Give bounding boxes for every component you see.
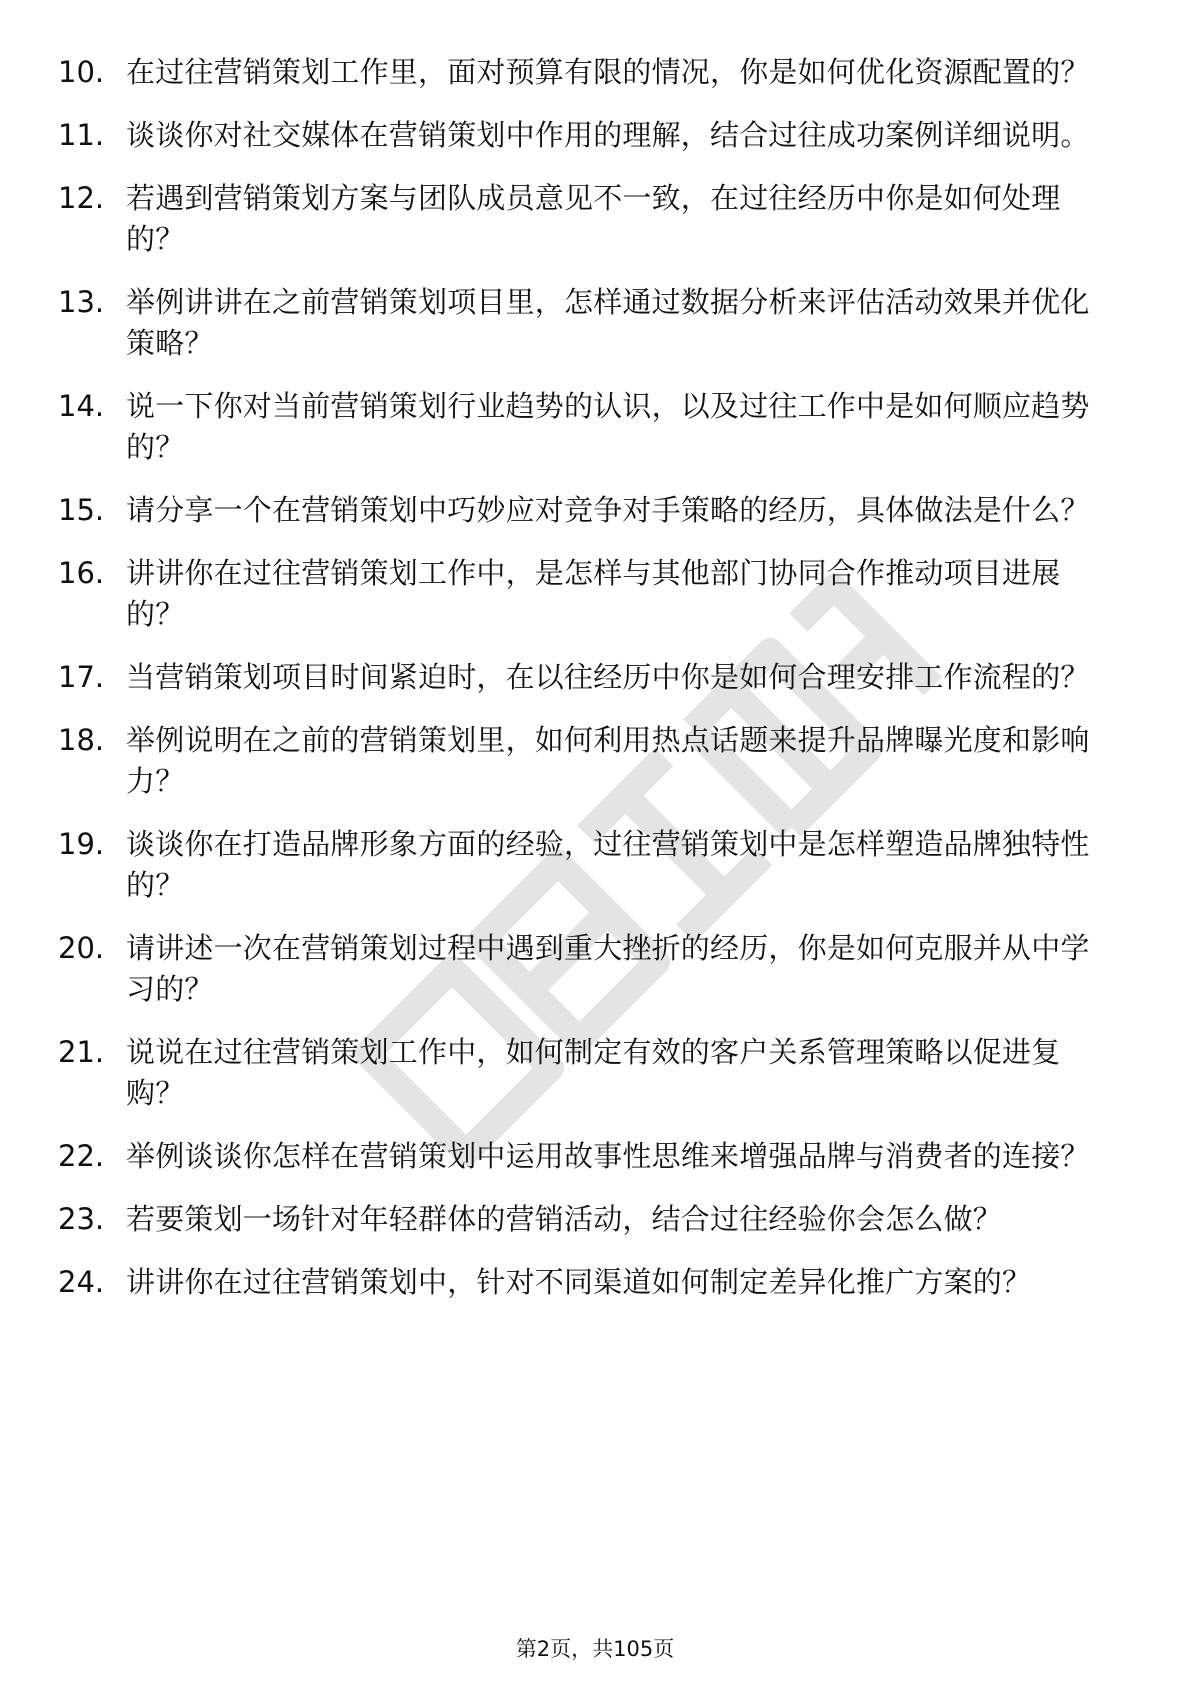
page-number-footer: 第2页，共105页 xyxy=(515,1637,675,1661)
question-text: 谈谈你对社交媒体在营销策划中作用的理解，结合过往成功案例详细说明。 xyxy=(126,118,1090,152)
question-text: 若遇到营销策划方案与团队成员意见不一致，在过往经历中你是如何处理的？ xyxy=(126,181,1061,256)
question-number: 10. xyxy=(58,55,105,89)
question-item xyxy=(58,52,1118,93)
question-number: 20. xyxy=(58,931,105,965)
question-text: 讲讲你在过往营销策划中，针对不同渠道如何制定差异化推广方案的？ xyxy=(126,1265,1032,1299)
question-item xyxy=(58,553,1118,635)
question-list xyxy=(58,52,1118,1325)
question-number: 11. xyxy=(58,118,105,152)
question-number: 19. xyxy=(58,827,105,861)
question-number: 18. xyxy=(58,723,105,757)
question-text: 在过往营销策划工作里，面对预算有限的情况，你是如何优化资源配置的？ xyxy=(126,55,1090,89)
question-item xyxy=(58,386,1118,468)
question-text: 当营销策划项目时间紧迫时，在以往经历中你是如何合理安排工作流程的？ xyxy=(126,660,1090,694)
question-item xyxy=(58,178,1118,260)
question-number: 14. xyxy=(58,389,105,423)
question-number: 12. xyxy=(58,181,105,215)
question-number: 13. xyxy=(58,285,105,319)
question-item xyxy=(58,282,1118,364)
question-item xyxy=(58,1199,1118,1240)
question-item xyxy=(58,115,1118,156)
question-number: 21. xyxy=(58,1035,105,1069)
question-number: 16. xyxy=(58,556,105,590)
question-text: 若要策划一场针对年轻群体的营销活动，结合过往经验你会怎么做？ xyxy=(126,1202,1003,1236)
question-item xyxy=(58,928,1118,1010)
question-number: 23. xyxy=(58,1202,105,1236)
question-item xyxy=(58,720,1118,802)
question-item xyxy=(58,657,1118,698)
question-item xyxy=(58,1032,1118,1114)
question-number: 17. xyxy=(58,660,105,694)
question-text: 举例说明在之前的营销策划里，如何利用热点话题来提升品牌曝光度和影响力？ xyxy=(126,723,1090,798)
question-text: 讲讲你在过往营销策划工作中，是怎样与其他部门协同合作推动项目进展的？ xyxy=(126,556,1061,631)
question-item xyxy=(58,490,1118,531)
question-number: 15. xyxy=(58,493,105,527)
question-text: 举例讲讲在之前营销策划项目里，怎样通过数据分析来评估活动效果并优化策略？ xyxy=(126,285,1090,360)
question-number: 24. xyxy=(58,1265,105,1299)
question-number: 22. xyxy=(58,1139,105,1173)
question-item xyxy=(58,824,1118,906)
question-text: 说说在过往营销策划工作中，如何制定有效的客户关系管理策略以促进复购？ xyxy=(126,1035,1061,1110)
question-text: 请分享一个在营销策划中巧妙应对竞争对手策略的经历，具体做法是什么？ xyxy=(126,493,1090,527)
question-item xyxy=(58,1262,1118,1303)
question-text: 举例谈谈你怎样在营销策划中运用故事性思维来增强品牌与消费者的连接？ xyxy=(126,1139,1090,1173)
question-text: 说一下你对当前营销策划行业趋势的认识，以及过往工作中是如何顺应趋势的？ xyxy=(126,389,1090,464)
question-text: 谈谈你在打造品牌形象方面的经验，过往营销策划中是怎样塑造品牌独特性的？ xyxy=(126,827,1090,902)
question-item xyxy=(58,1136,1118,1177)
question-text: 请讲述一次在营销策划过程中遇到重大挫折的经历，你是如何克服并从中学习的？ xyxy=(126,931,1090,1006)
